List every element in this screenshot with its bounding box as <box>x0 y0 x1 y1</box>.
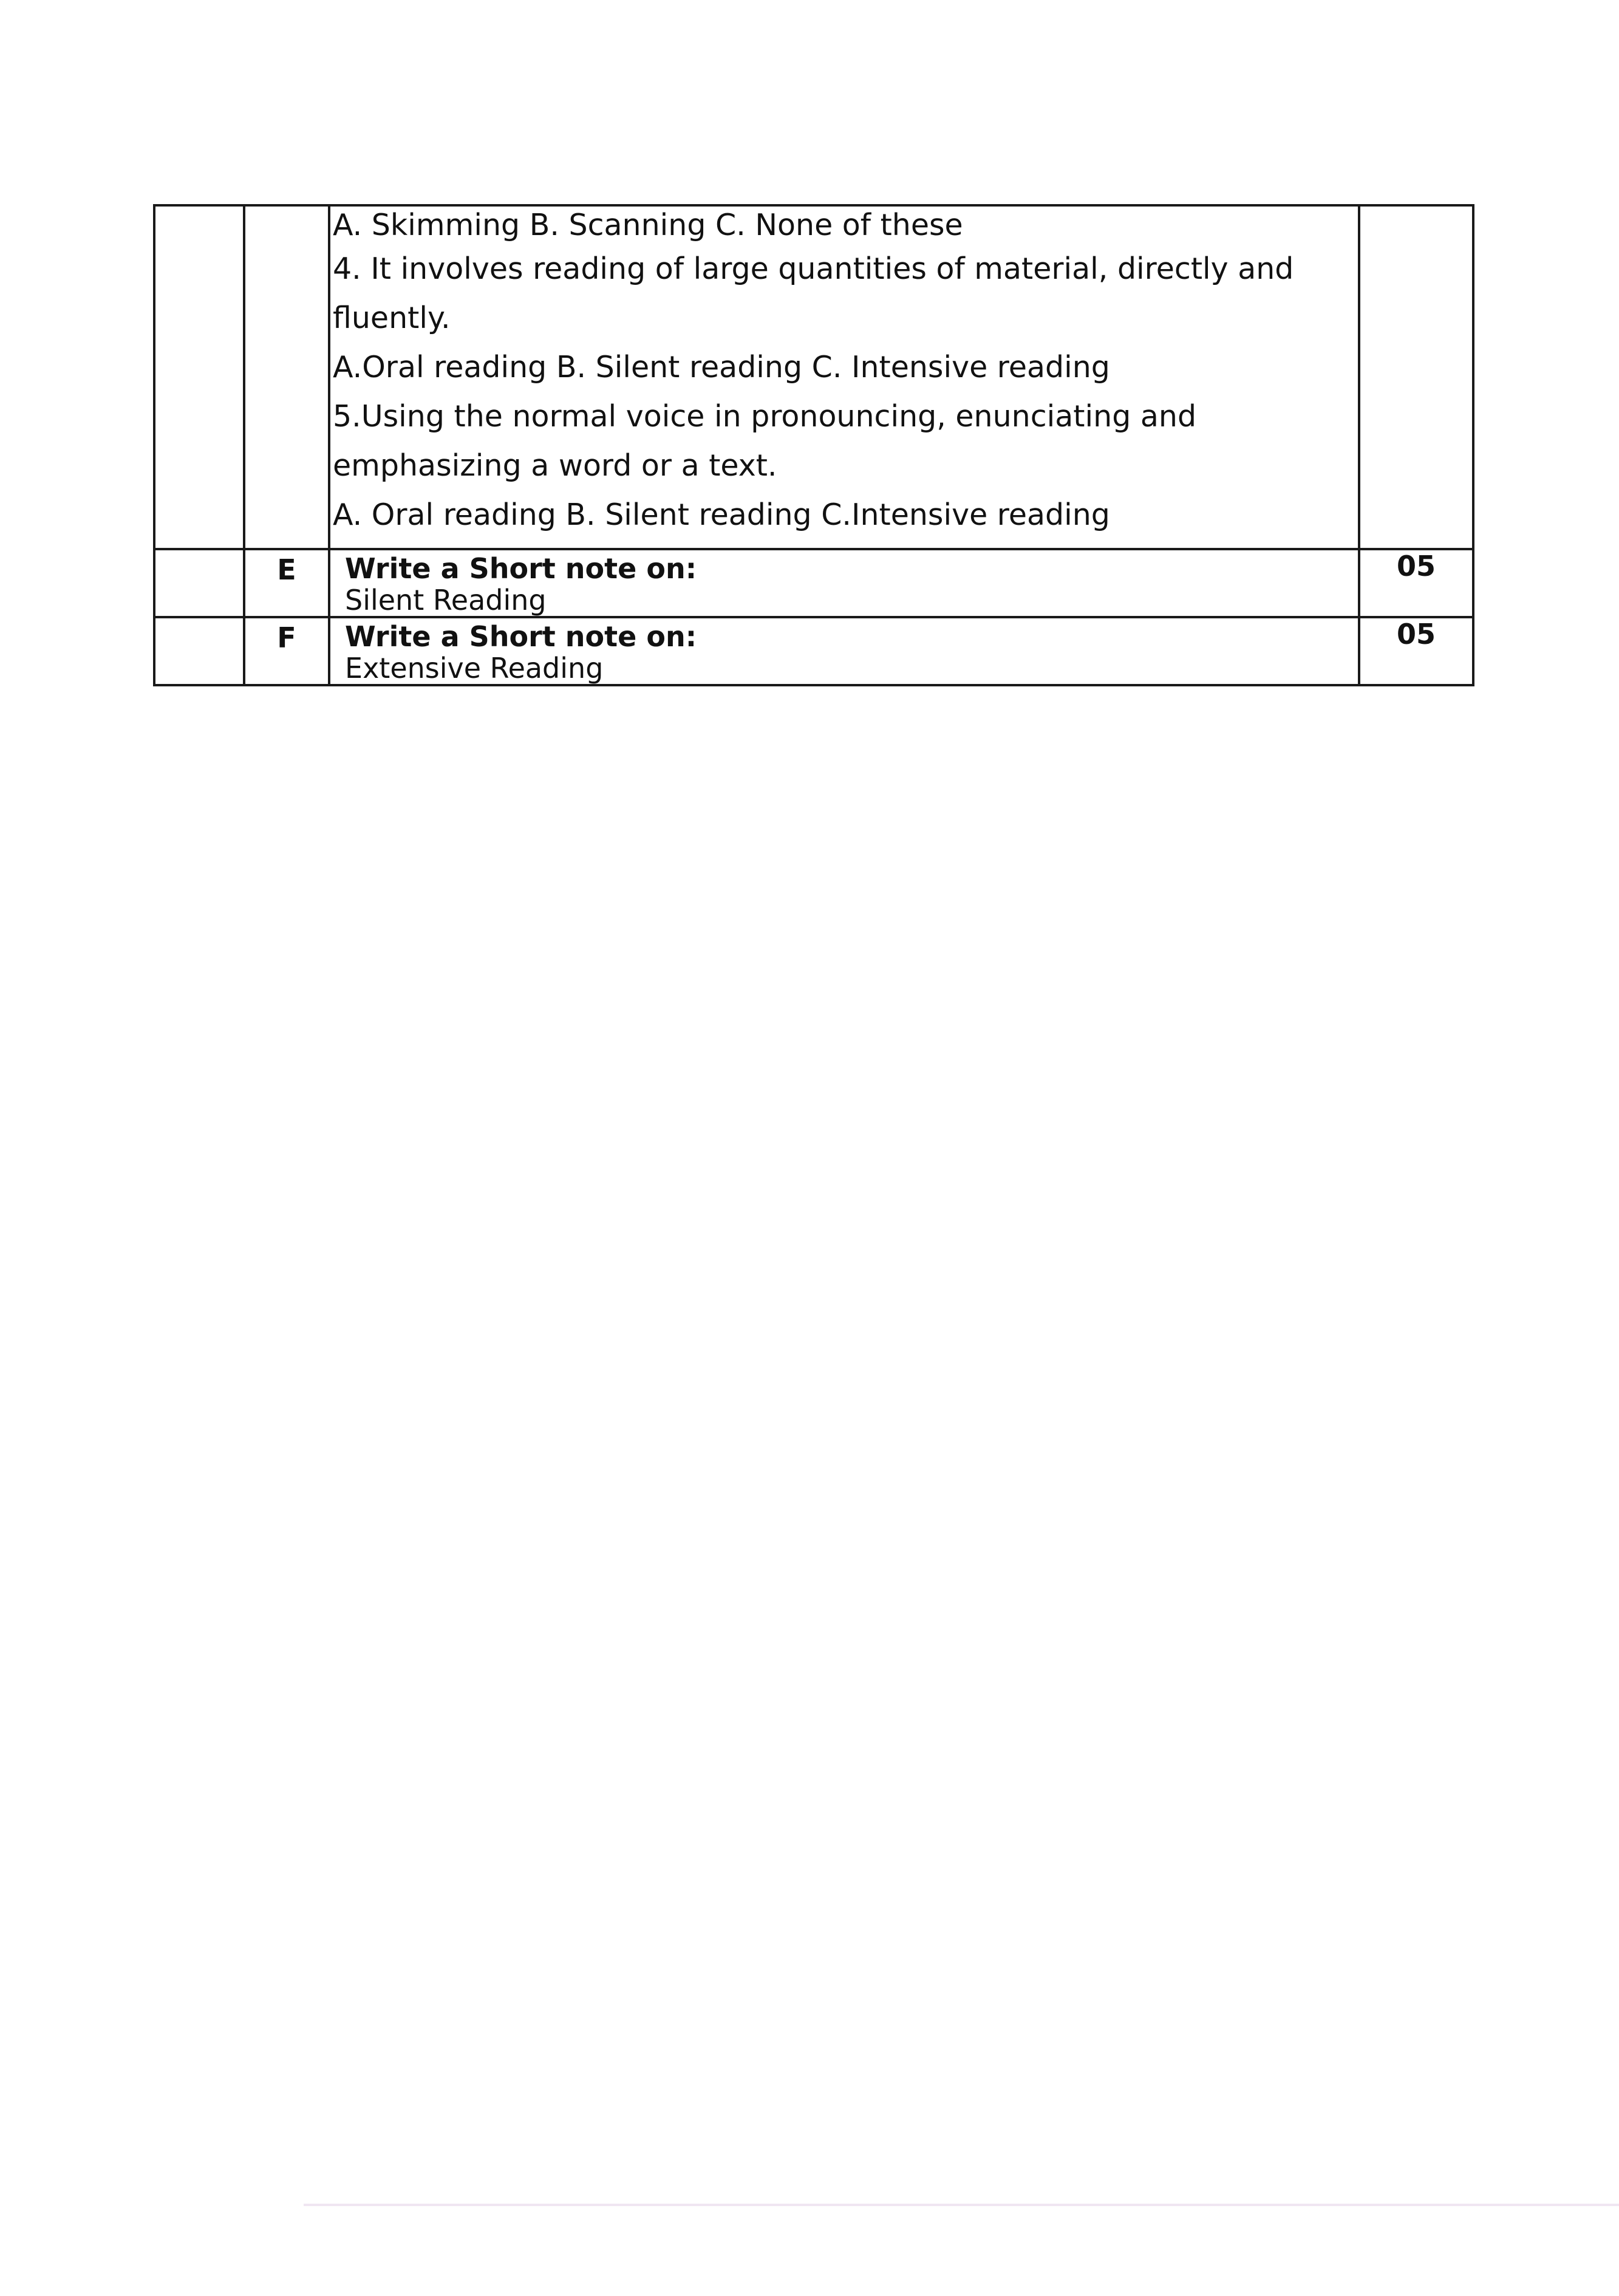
question-letter: F <box>244 617 329 685</box>
mcq-content-cell <box>329 205 1359 549</box>
question-number-cell <box>154 205 244 549</box>
question-text-cell <box>329 549 1359 617</box>
question-instruction: Write a Short note on: <box>345 552 697 585</box>
mcq-options-4: A.Oral reading B. Silent reading C. Intensive reading <box>333 350 1110 384</box>
mcq-question-5: 5.Using the normal voice in pronouncing, enunciating and <box>333 399 1197 434</box>
question-text-cell <box>329 617 1359 685</box>
marks-cell <box>1359 205 1473 549</box>
question-instruction: Write a Short note on: <box>345 620 697 653</box>
mcq-options-5: A. Oral reading B. Silent reading C.Intensive reading <box>333 497 1110 532</box>
sub-question-cell <box>244 205 329 549</box>
question-letter: E <box>244 549 329 617</box>
question-marks: 05 <box>1359 617 1473 685</box>
mcq-options-3: A. Skimming B. Scanning C. None of these <box>333 208 963 242</box>
question-row-e <box>154 549 1473 617</box>
mcq-row <box>154 205 1473 549</box>
mcq-question-5-continued: emphasizing a word or a text. <box>333 448 777 483</box>
question-topic: Extensive Reading <box>345 652 604 685</box>
mcq-question-4-continued: fluently. <box>333 301 451 335</box>
question-row-f <box>154 617 1473 685</box>
question-number-cell <box>154 617 244 685</box>
question-topic: Silent Reading <box>345 584 547 617</box>
scan-edge-line <box>304 2204 1619 2206</box>
question-table <box>153 204 1474 686</box>
mcq-question-4: 4. It involves reading of large quantities of material, directly and <box>333 251 1294 286</box>
question-marks: 05 <box>1359 549 1473 617</box>
question-number-cell <box>154 549 244 617</box>
